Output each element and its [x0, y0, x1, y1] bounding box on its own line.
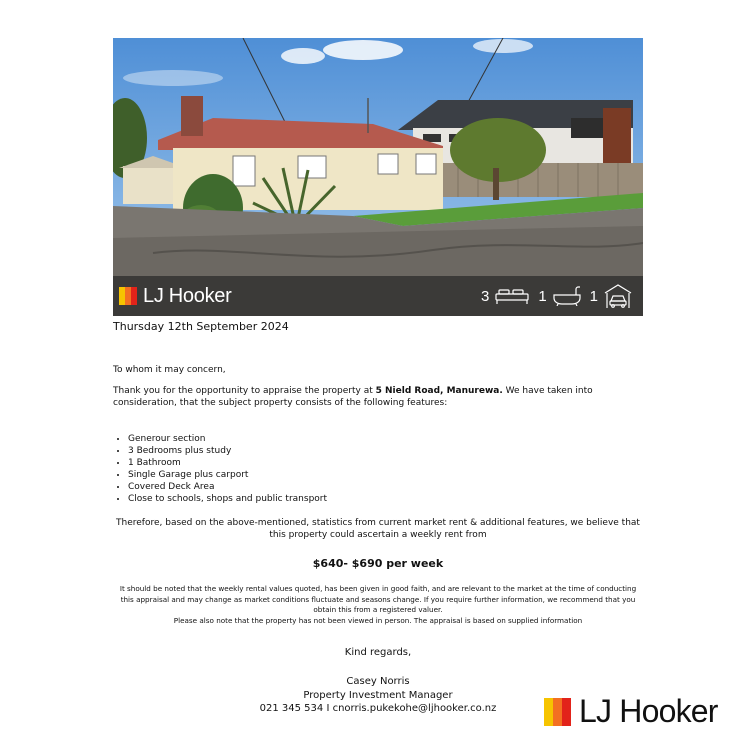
signatory-contact: 021 345 534 I cnorris.pukekohe@ljhooker.co.nz [259, 703, 497, 714]
garage-icon [603, 283, 633, 309]
intro-text-after: We have taken into consideration, that the subject property consists of the following features: [113, 386, 593, 408]
garage-feature [590, 283, 633, 309]
bedrooms-feature [481, 287, 530, 305]
footer-logo [544, 693, 718, 730]
signatory-title: Property Investment Manager [303, 689, 453, 701]
letter-intro [113, 385, 653, 409]
brand-mark-icon [544, 698, 571, 726]
property-photo-illustration [113, 38, 643, 316]
brand-name: LJ Hooker [143, 284, 232, 307]
letter-greeting: To whom it may concern, [113, 365, 226, 375]
bed-icon [494, 287, 530, 305]
bedrooms-count: 3 [480, 287, 490, 305]
property-features [473, 283, 633, 309]
letter-date: Thursday 12th September 2024 [113, 320, 289, 333]
list-item: • Generour section [128, 433, 327, 445]
garage-count: 1 [589, 287, 598, 305]
list-item: • Close to schools, shops and public transport [128, 493, 327, 505]
photo-banner [113, 276, 643, 316]
features-list [113, 433, 327, 505]
bathrooms-feature [538, 286, 581, 306]
disclaimer-note: Please also note that the property has not been viewed in person. The appraisal is based on supplied information [173, 615, 583, 625]
brand-name: LJ Hooker [579, 693, 718, 729]
closing: Kind regards, [344, 647, 412, 658]
bathrooms-count: 1 [538, 287, 547, 305]
list-item: • 3 Bedrooms plus study [128, 445, 327, 457]
conclusion-paragraph: Therefore, based on the above-mentioned, statistics from current market rent & additional features, we believe that this property could ascertain a weekly rent from [116, 518, 640, 540]
signatory-name: Casey Norris [346, 676, 410, 687]
rent-estimate: $640- $690 per week [312, 557, 444, 570]
intro-text-before: Thank you for the opportunity to appraise the property at [113, 386, 376, 396]
brand-mark-icon [119, 287, 137, 305]
list-item: • 1 Bathroom [128, 457, 327, 469]
property-address: 5 Nield Road, Manurewa. [375, 386, 503, 396]
disclaimer [113, 584, 643, 626]
list-item: • Covered Deck Area [128, 481, 327, 493]
banner-logo [119, 285, 231, 308]
property-photo [113, 38, 643, 316]
bath-icon [552, 286, 582, 306]
list-item: • Single Garage plus carport [128, 469, 327, 481]
disclaimer-paragraph: It should be noted that the weekly rental values quoted, has been given in good faith, and are relevant to the market at the time of conducting this appraisal and may change as market conditions fluctuate and seasons change. If you require further information, we recommend that you obtain this from a registered valuer. [119, 584, 637, 614]
